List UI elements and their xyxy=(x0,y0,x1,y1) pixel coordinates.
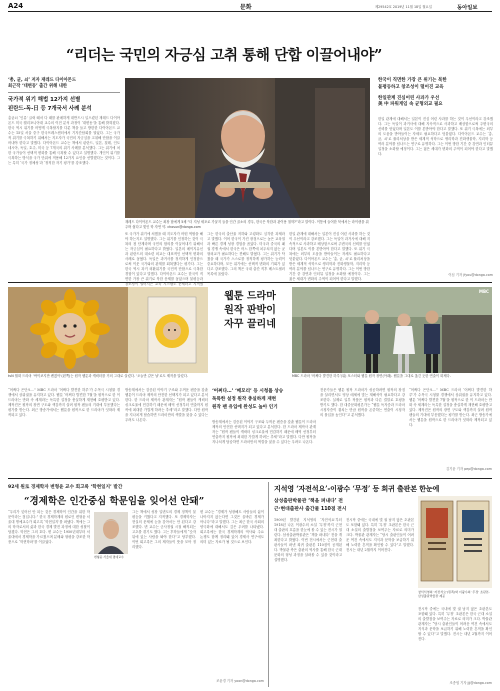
side-subhead xyxy=(378,78,493,109)
bottom-left-headline: “경제학은 인간중심 학문임을 잊어선 안돼” xyxy=(24,496,205,507)
portrait-photo xyxy=(125,78,370,218)
top-headline: “리더는 국민의 자긍심 고취 통해 단합 이끌어내야” xyxy=(66,47,382,64)
bottom-right-byline: 조종엽 기자 jjj@donga.com xyxy=(449,681,492,685)
bottom-left-body-b: 그는 책에서 성장 일변도의 경제 정책이 불평등을 키웠다고 지적했다. 또 경제학자는 현실의 문제에 눈을 감아서는 안 된다고 강조했다. 변 교수는 군사정권 시절 해직되는 고초를 겪기도 했다. 그는 후학들에게 “숫자 뒤에 있는 사람을 봐야 한다”고 당부했다. 이번 회고록은 그의 제자들이 뜻을 모아 정리했다. xyxy=(132,510,196,550)
side-subhead-3: 한일관계 진심어린 사과가 우선 xyxy=(378,95,440,101)
economist-photo xyxy=(94,512,128,554)
old-books-caption: 창석석영의 ‘자전석요’(왼쪽)와 이광수의 ‘무정’ 초판본. 삼성출판박물관 제공 xyxy=(418,590,490,599)
top-body-col3b xyxy=(289,232,370,282)
mbc-logo: MBC xyxy=(479,289,489,294)
middle-body-a2 xyxy=(125,388,208,472)
middle-body-a: “어쩌다 은단오…” MBC 드라마 ‘어쩌다 발견한 하루’가 수목극 시청률 경쟁에서 상위권을 유지하고 있다. 웹툰 ‘어쩌다 발견한 7월’을 원작으로 한 이 드라마는 만화 속 세계라는 독특한 설정을 충실하게 재현해 호평받고 있다. 제작진은 원작의 장면 구도와 색감까지 살려 원작 팬들의 기대에 부응했다는 평가를 받는다. 최근 방송가에서는 웹툰을 원작으로 한 드라마가 잇따라 제작되고 있다. xyxy=(8,388,120,418)
middle-body-b: 방송계에서는 검증된 이야기 구조와 두꺼운 팬층을 갖춘 웹툰이 드라마 제작의 안전한 선택지가 되고 있다고 분석한다. 한 드라마 제작사 관계자는 “원작 팬들이 캐릭터 싱크로율에 민감하기 때문에 배역 선정부터 연출까지 원작에 최대한 가깝게 하려는 추세”라고 말했다. 다만 원작을 지나치게 답습하면 드라마만의 색깔을 잃을 수 있다는 우려도 나온다. xyxy=(212,420,316,445)
side-subhead-2: 불평등하고 창조성이 떨어진 교육 xyxy=(378,84,444,90)
webtoon-photo-left xyxy=(8,287,208,373)
top-body-col1: 총균쇠 ‘인류’ 클릭 떼서 다 때를 판매하게 대반드시 일으켰던 재레드 다이아몬드 미국 캘리포니아대 교수의 이전 분석 과정이 ‘대변동’을 통해 밝혀졌다. 한국 역시 위기를 어떻게 극복할지를 다룬 책을 들고 방한한 다이아몬드 교수는 15일 서울 중구 한국프레스센터에서 기자간담회를 열었다. 그는 국가적 위기를 극복하기 위해서는 지도자가 국민의 자긍심을 고취해 단합을 이끌어내야 한다고 말했다. 다이아몬드 교수는 책에서 핀란드, 일본, 칠레, 인도네시아, 독일, 호주, 미국 등 7개국의 위기 사례를 분석했다. 그는 위기에 처한 국가들이 선택적 변화를 통해 극복할 수 있다고 설명했다. 개인이 위기를 극복하는 방식을 국가 단위에 적용해 12가지 요인을 선별했다는 것이다. 그는 특히 ‘국가 정체성’과 ‘정직한 자기 평가’를 강조했다. xyxy=(8,116,120,166)
middle-subhead-3: 원작 팬 유입에 완성도 높아 인기 xyxy=(212,405,278,410)
bottom-right-subhead-2: 근·현대출판사 출간물 110점 전시 xyxy=(274,507,347,512)
economist-sidebar: 변형윤 서울대 명예교수 xyxy=(94,555,124,559)
economist-portrait xyxy=(94,512,128,554)
bottom-vertical-rule xyxy=(268,482,269,687)
bottom-left-body-a: “우리가 잊어선 안 되는 것은 경제학이 인간을 위한 학문이라는 점입니다.” 한국 경제학계의 원로인 변형윤 서울대 명예교수가 회고록 ‘학현일지’를 펴냈다. 책에는 그의 학자로서의 삶과 한국 경제 발전 과정에 대한 성찰이 담겼다. 학현은 그의 호다. 변 교수는 1950년대부터 서울대에서 경제학을 가르쳤으며 분배와 형평을 강조한 학풍으로 ‘학현학파’를 이끌었다. xyxy=(8,510,90,545)
middle-subhead xyxy=(212,388,316,412)
middle-subhead-1: ‘어쩌다…’ ‘메모리’ 등 시청률 상승 xyxy=(212,389,284,394)
bottom-right-body-b: 전시작 중에는 국내에 몇 권 남지 않은 초판본도 포함돼 있다. 특히 ‘무정’ 초판본은 한국 근대 소설의 출발점을 보여주는 자료로 의미가 크다. 박물관 관계자는 “당시 출판인들이 어려운 여건 속에서도 지식과 문학을 보급하기 위해 노력한 흔적을 확인할 수 있다”고 말했다. 전시는 내년 2월까지 이어진다. xyxy=(346,518,414,553)
middle-body-c: 전문가들은 웹툰 원작 드라마가 성공하려면 원작의 장점을 살리면서도 영상 매체에 맞는 재해석이 필요하다고 강조한다. 실제로 일부 작품은 원작과 다른 결말로 호평을 받기도 했다. 한 대중문화평론가는 “웹툰 독자층과 드라마 시청자층이 겹치는 만큼 원작을 존중하는 연출이 시청자의 몰입을 높인다”고 분석했다. xyxy=(320,388,405,418)
top-byline: 이심 기자 jfyou@donga.com xyxy=(448,273,493,277)
sunflower-scene xyxy=(8,287,208,373)
portrait-caption: 재레드 다이아몬드 교수는 최장 합에게 5채 “더 지성 세포로 가꿀지 들을 인간 골소의 경우, 한국은 북한과 관이용 철학?”라고 말이다. 이통에 들어한 북에서는 라이샌을 위주며 쉽다고 빛인 학 자연 약. chosun@donga.com xyxy=(125,220,369,229)
middle-subhead-2: 독특한 설정 원작 충실하게 재현 xyxy=(212,397,277,402)
deck-line-1: ‘총, 균, 쇠’ 저자 재레드 다이아몬드 xyxy=(8,78,76,83)
bottom-right-body-a: 1909년 발간된 지석영의 ‘자전석요’부터 1918년 나온 이광수의 소설 ‘무정’까지 근현대 출판의 흐름을 한눈에 볼 수 있는 전시가 열린다. 삼성출판박물관은 ‘책을 펴내다’ 전을 개최한다고 밝혔다. 이번 전시에서는 근현대 출판사들이 펴낸 희귀 출판본 110점이 공개된다. 박물관 측은 출판의 역사를 통해 한국 근대 문화의 형성 과정을 살펴볼 수 있을 것이라고 설명했다. xyxy=(274,518,342,563)
bottom-right-headline: 지석영 ‘자전석요’-이광수 ‘무정’ 등 희귀 출판본 한눈에 xyxy=(274,484,440,493)
middle-body-a2-text: 방송계에서는 검증된 이야기 구조와 두꺼운 팬층을 갖춘 웹툰이 드라마 제작의 안전한 선택지가 되고 있다고 분석한다. 한 드라마 제작사 관계자는 “원작 팬들이 캐릭터 싱크로율에 민감하기 때문에 배역 선정부터 연출까지 원작에 최대한 가깝게 하려는 추세”라고 말했다. 다만 원작을 지나치게 답습하면 드라마만의 색깔을 잃을 수 있다는 우려도 나온다. xyxy=(125,388,208,423)
bottom-left-kicker: 92세 원로 경제학자 변형윤 교수 회고록 ‘학현일지’ 발간 xyxy=(8,485,123,490)
old-books-photo xyxy=(418,496,492,588)
middle-headline-3: 자꾸 끌리네 xyxy=(224,319,276,330)
section-divider-1 xyxy=(8,282,492,283)
middle-headline-2: 원작 판박이 xyxy=(224,305,276,316)
portrait-illustration xyxy=(125,78,370,218)
masthead-rule xyxy=(8,11,492,12)
webtoon-caption-left: tvN 월화 드라마 ‘싸이코지만 괜찮아’(왼쪽)는 원작 웹툰과 캐릭터를 거의 그대로 살렸다. ‘오늘만 같은 날’로도 제작을 알렸다. xyxy=(8,374,188,378)
top-body-col3: 그는 한국의 출산율 저하와 고령화도 심각한 과제라고 말했다. 이어 한국이 가진 장점으로는 높은 교육열과 빠른 경제 성장 경험을 꼽았다. 미국과 중국의 패권 경쟁 속에서 한국은 어느 한쪽에 치우치지 않는 균형외교가 필요하다는 견해도 밝혔다. 그는 위기가 닥쳤을 때 국가가 스스로를 정직하게 평가하는 능력이 중요하다며, 모든 위기에는 선택적 변화의 기회가 있다고 강조했다. 그의 책은 국내 출간 직후 베스트셀러 목록에 올랐다. xyxy=(207,232,285,277)
middle-body-d xyxy=(409,388,492,464)
bottom-right-body-c xyxy=(418,607,492,677)
drama-scene xyxy=(292,287,492,373)
top-body-col3b-text: 한일 관계에 대해서는 일본이 진심 어린 사과를 하는 것이 우선이라고 강조했다. 그는 독일이 과거사에 대해 지속적으로 사과하고 배상함으로써 주변국의 신뢰를 얻었다며 일본도 이를 본받아야 한다고 말했다. 또 위기 극복에는 외부의 도움을 받아들이는 자세도 필요하다고 덧붙였다. 다이아몬드 교수는 ‘총, 균, 쇠’로 퓰리처상을 받은 세계적 석학으로 생리학과 진화생물학, 지리학 등 여러 분야를 넘나드는 연구로 유명하다. 그는 이번 방한 기간 중 강연과 인터뷰 일정을 소화할 예정이다. 그는 젊은 세대가 변화의 주역이 되어야 한다고 말했다. xyxy=(289,232,370,282)
bottom-right-subhead-1: 삼성출판박물관 ‘책을 펴내다’ 전 xyxy=(274,499,343,504)
section-title: 문화 xyxy=(240,4,252,11)
webtoon-photo-right xyxy=(292,287,492,373)
page-number: A24 xyxy=(8,2,24,10)
section-divider-2 xyxy=(8,478,492,479)
old-books-illustration xyxy=(418,496,492,588)
middle-headline-1: 웹툰 드라마 xyxy=(224,291,276,302)
side-subhead-4: 美 中 파워게임 속 균형외교 필요 xyxy=(378,102,443,108)
bottom-left-body-c: 변 교수는 “경제가 성장해도 사람들의 삶이 나아지지 않는다면 그것은 올바른 경제가 아니다”라고 말했다. 그는 최근 한국 사회의 양극화에 대해서도 깊은 우려를 나타냈다. 회고록에는 한국 경제학계의 역사와 주요 논쟁도 함께 정리돼 있어 경제사 연구에도 의미 있는 자료가 될 것으로 보인다. xyxy=(200,510,264,545)
subhead-line-2: 핀란드-독-日 등 7개국서 사례 분석 xyxy=(8,105,92,112)
top-body-col4: 한일 관계에 대해서는 일본이 진심 어린 사과를 하는 것이 우선이라고 강조했다. 그는 독일이 과거사에 대해 지속적으로 사과하고 배상함으로써 주변국의 신뢰를 얻었다며 일본도 이를 본받아야 한다고 말했다. 또 위기 극복에는 외부의 도움을 받아들이는 자세도 필요하다고 덧붙였다. 다이아몬드 교수는 ‘총, 균, 쇠’로 퓰리처상을 받은 세계적 석학으로 생리학과 진화생물학, 지리학 등 여러 분야를 넘나드는 연구로 유명하다. 그는 이번 방한 기간 중 강연과 인터뷰 일정을 소화할 예정이다. 그는 젊은 세대가 변화의 주역이 되어야 한다고 말했다. xyxy=(378,117,493,157)
deck-rule xyxy=(8,92,120,93)
bottom-left-byline: 조윤경 기자 yoon@donga.com xyxy=(216,679,264,683)
bottom-right-body-c-text: 전시작 중에는 국내에 몇 권 남지 않은 초판본도 포함돼 있다. 특히 ‘무정’ 초판본은 한국 근대 소설의 출발점을 보여주는 자료로 의미가 크다. 박물관 관계자는 “당시 출판인들이 어려운 여건 속에서도 지식과 문학을 보급하기 위해 노력한 흔적을 확인할 수 있다”고 말했다. 전시는 내년 2월까지 이어진다. xyxy=(418,607,492,642)
middle-body-d-text: “어쩌다 은단오…” MBC 드라마 ‘어쩌다 발견한 하루’가 수목극 시청률 경쟁에서 상위권을 유지하고 있다. 웹툰 ‘어쩌다 발견한 7월’을 원작으로 한 이 드라마는 만화 속 세계라는 독특한 설정을 충실하게 재현해 호평받고 있다. 제작진은 원작의 장면 구도와 색감까지 살려 원작 팬들의 기대에 부응했다는 평가를 받는다. 최근 방송가에서는 웹툰을 원작으로 한 드라마가 잇따라 제작되고 있다. xyxy=(409,388,492,428)
subhead-line-1: 국가적 위기 해법 12가지 선별 xyxy=(8,97,81,103)
middle-headline xyxy=(212,290,288,332)
edition-info: 제29542호 2019년 11월 18일 월요일 xyxy=(375,5,432,9)
top-body-col2: 또 국가가 위기에 처했을 때 지도자가 어떤 역할을 해야 하는지도 설명했다. 그는 위기를 인정하는 것이 극복의 첫 단계라며 국민의 합의를 이끌어내기 위해서는 자긍심이 필요하다고 밝혔다. 일본의 메이지유신과 핀란드의 대소련 외교는 대표적인 선택적 변화의 사례로 꼽혔다. 독일은 과거사를 정직하게 인정함으로써 이웃 국가와의 관계를 회복했다는 평가다. 그는 한국 역시 과거 외환위기를 국민적 단합으로 극복한 경험이 있다고 말했다. 다이아몬드 교수는 한국이 직면한 가장 큰 위기로 북한 문제를 꼽았으며 불평등과 창조성이 떨어지는 교육 시스템도 문제라고 지적했 xyxy=(125,232,203,287)
middle-byline: 김기윤 기자 pep@donga.com xyxy=(446,467,492,471)
deck-line-2: 최근작 ‘대변동’ 출간 위해 내한 xyxy=(8,84,68,89)
bottom-right-subhead xyxy=(274,498,404,514)
side-subhead-1: 한국이 직면한 가장 큰 위기는 북한 xyxy=(378,78,447,83)
paper-name: 동아일보 xyxy=(457,4,478,11)
webtoon-caption-right: MBC 드라마 ‘어쩌다 발견한 하루’(위) 포스터와 웹툰 원작 장면(아래). 웹툰을 그대로 옮긴 듯한 연출이 화제다. xyxy=(292,374,451,378)
subhead xyxy=(8,96,120,113)
deck xyxy=(8,78,120,90)
